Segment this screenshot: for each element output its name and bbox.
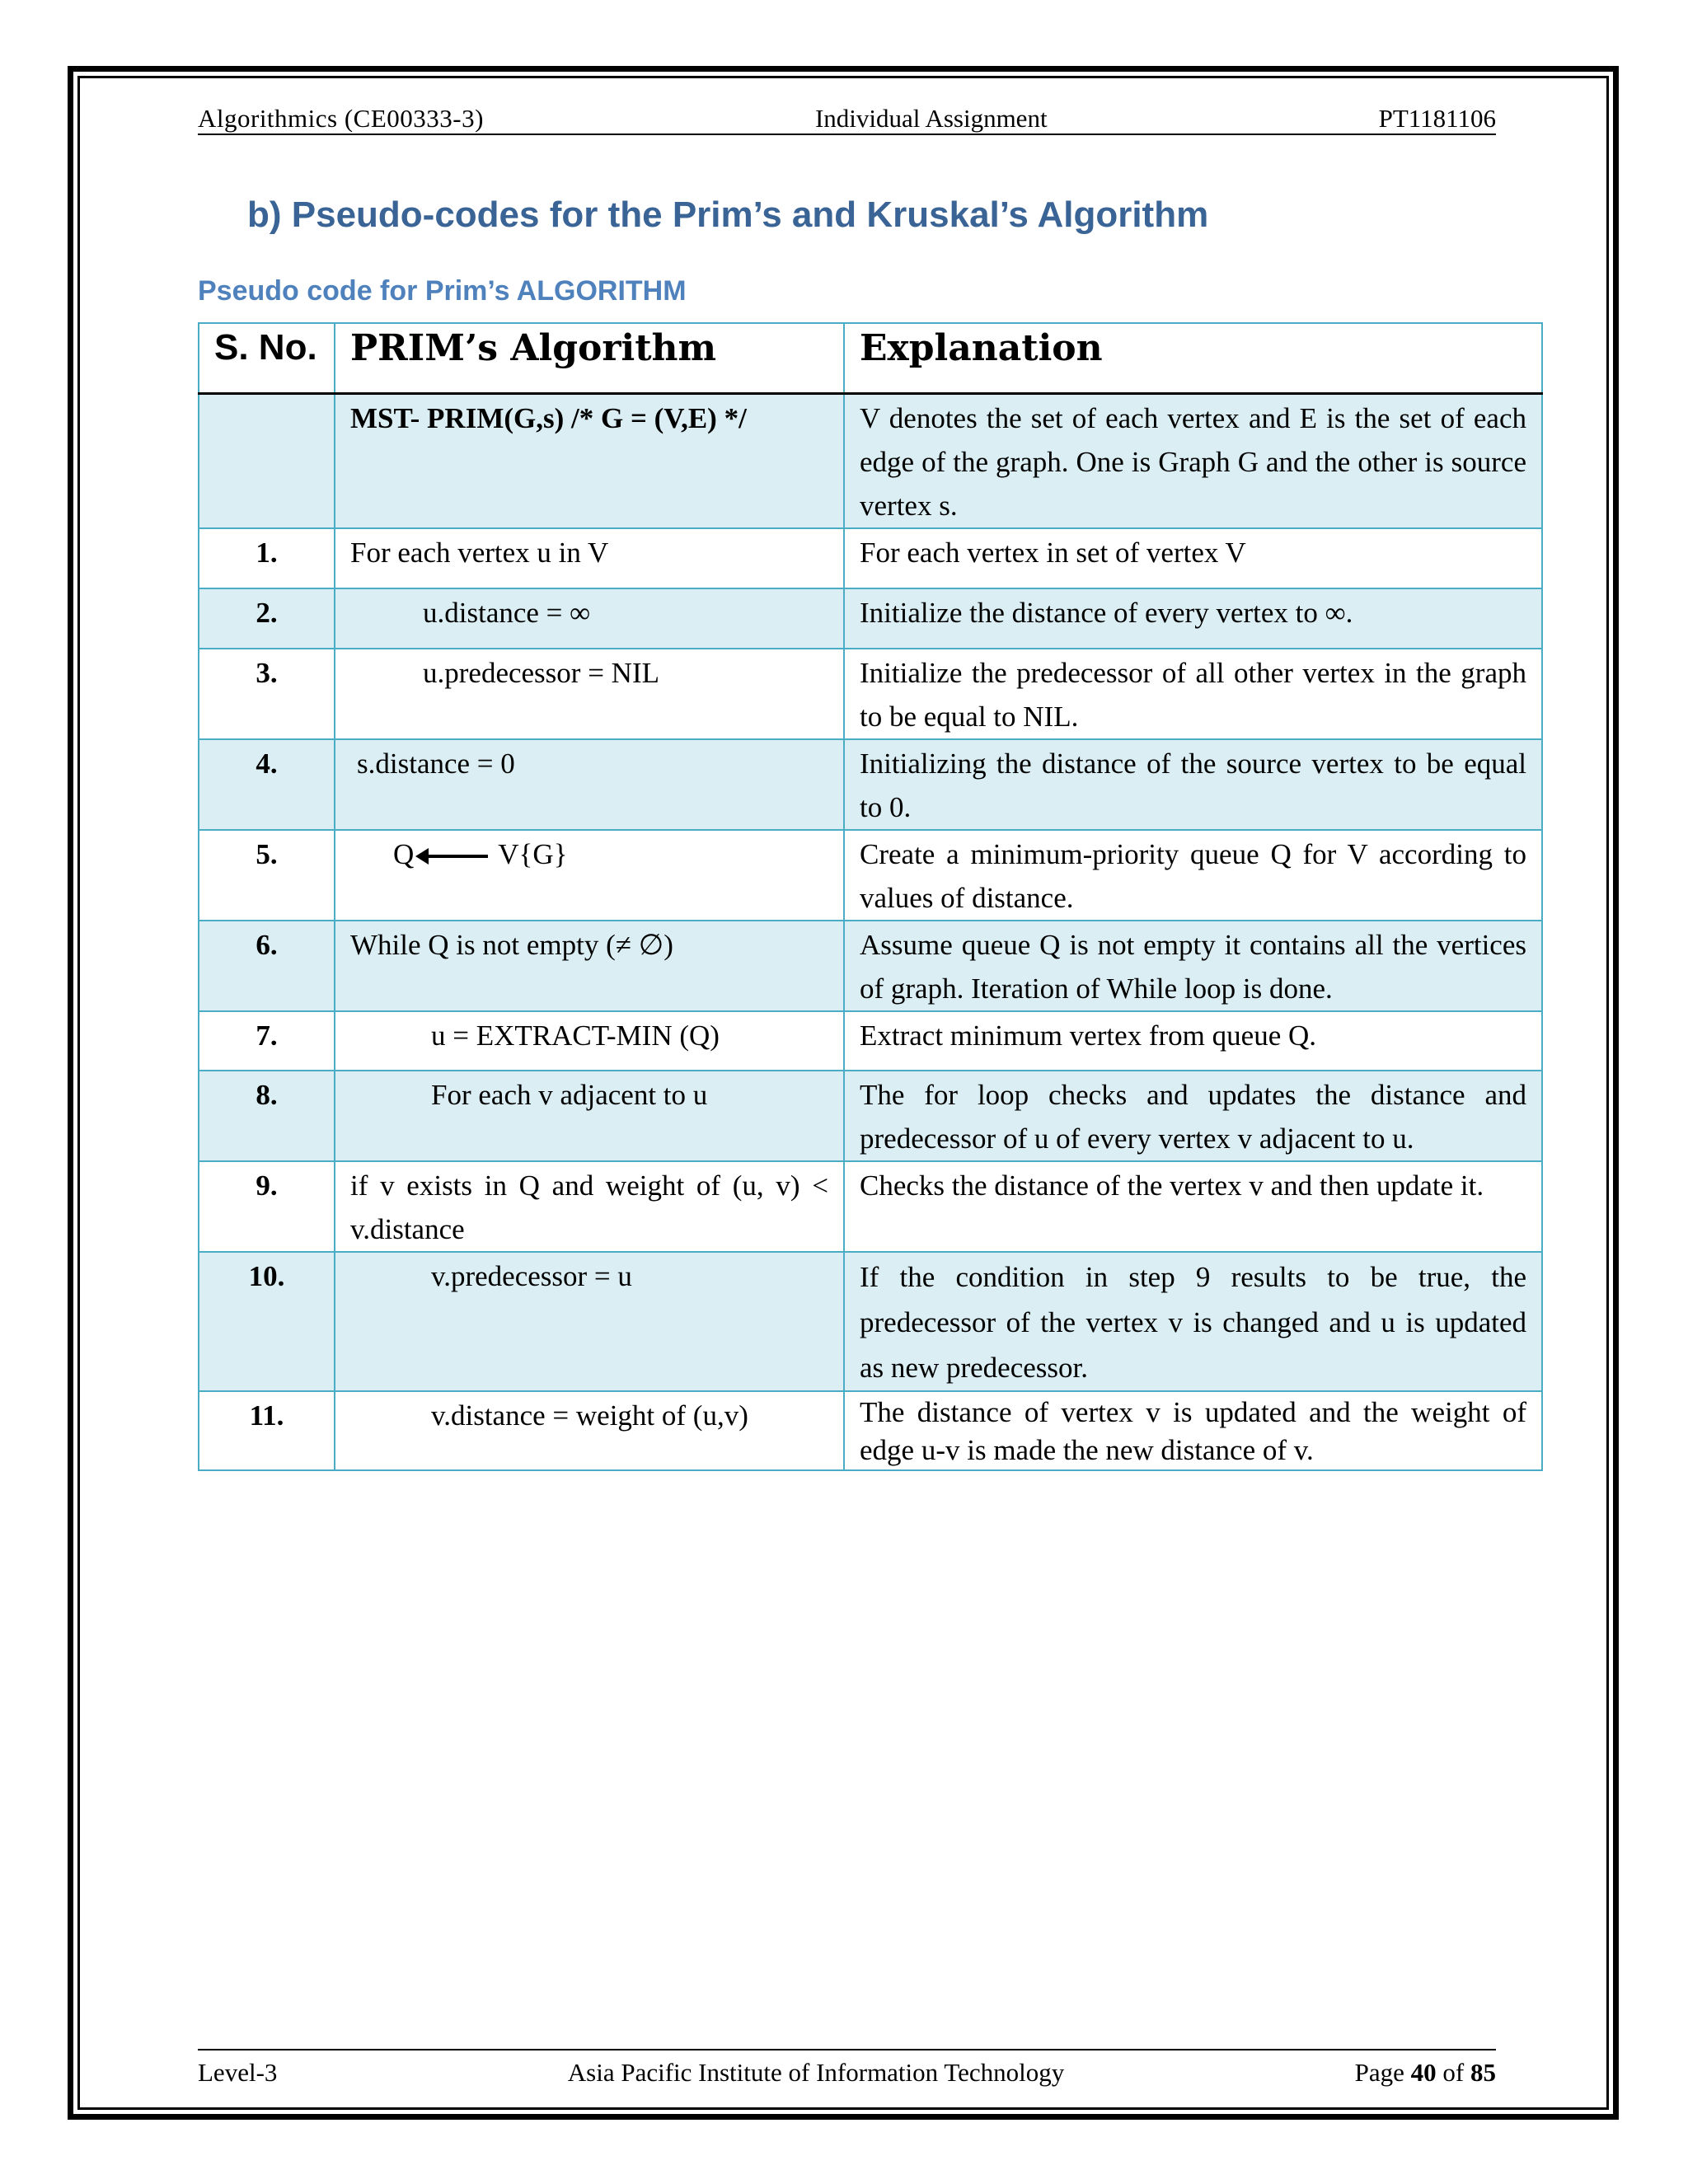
row-code [335,1252,844,1391]
row-explanation: The for loop checks and updates the distance and predecessor of u of every vertex v adjacent to u. [844,1071,1542,1161]
row-number: 1. [199,528,335,588]
row-code: MST- PRIM(G,s) /* G = (V,E) */ [335,393,844,528]
page-of: of [1436,2058,1470,2087]
table-row [199,830,1542,921]
row-code [335,1011,844,1071]
table-row [199,1161,1542,1252]
row-explanation: Assume queue Q is not empty it contains all the vertices of graph. Iteration of While loop is done. [844,921,1542,1011]
row-explanation: For each vertex in set of vertex V [844,528,1542,588]
row-code [335,1071,844,1161]
footer-level: Level-3 [198,2058,278,2087]
row-code-text: u.distance = ∞ [423,596,591,629]
left-arrow-icon [424,855,488,858]
row-explanation: Initialize the predecessor of all other vertex in the graph to be equal to NIL. [844,649,1542,739]
queue-source: V{G} [498,837,568,870]
table-header-row [199,323,1542,393]
page-footer [198,2049,1496,2095]
table-row [199,1391,1542,1470]
header-course: Algorithmics (CE00333-3) [198,104,484,133]
table-row [199,393,1542,528]
row-number: 7. [199,1011,335,1071]
row-code-text: For each v adjacent to u [431,1078,708,1111]
row-code: if v exists in Q and weight of (u, v) < v.distance [335,1161,844,1252]
column-header-sno: S. No. [199,323,335,393]
row-number: 4. [199,739,335,830]
row-code-text: v.predecessor = u [431,1259,632,1292]
row-explanation: If the condition in step 9 results to be true, the predecessor of the vertex v is changed and u is updated as new predecessor. [844,1252,1542,1391]
header-title: Individual Assignment [814,104,1048,133]
page-total: 85 [1470,2058,1496,2087]
row-code [335,739,844,830]
row-number: 10. [199,1252,335,1391]
page-header [198,97,1496,135]
row-explanation: The distance of vertex v is updated and the weight of edge u-v is made the new distance of v. [844,1391,1542,1470]
row-number: 11. [199,1391,335,1470]
row-explanation: Create a minimum-priority queue Q for V according to values of distance. [844,830,1542,921]
row-number: 8. [199,1071,335,1161]
row-number: 9. [199,1161,335,1252]
table-row [199,1011,1542,1071]
row-explanation: Extract minimum vertex from queue Q. [844,1011,1542,1071]
table-row [199,1252,1542,1391]
column-header-explanation: Explanation [844,323,1542,393]
footer-institution: Asia Pacific Institute of Information Technology [567,2058,1065,2087]
row-explanation: Initializing the distance of the source vertex to be equal to 0. [844,739,1542,830]
queue-name: Q [393,837,415,870]
row-number: 2. [199,588,335,649]
row-number: 6. [199,921,335,1011]
table-row [199,1071,1542,1161]
row-explanation: Initialize the distance of every vertex to ∞. [844,588,1542,649]
table-row [199,739,1542,830]
row-explanation: Checks the distance of the vertex v and then update it. [844,1161,1542,1252]
table-row [199,649,1542,739]
row-explanation: V denotes the set of each vertex and E is the set of each edge of the graph. One is Graph G and the other is source vertex s. [844,393,1542,528]
row-code [335,830,844,921]
table-row [199,588,1542,649]
page-label: Page [1354,2058,1411,2087]
prims-pseudocode-table [198,322,1543,1471]
row-code [335,1391,844,1470]
header-student-id: PT1181106 [1378,104,1496,133]
row-number [199,393,335,528]
page-current: 40 [1410,2058,1437,2087]
row-code-text: v.distance = weight of (u,v) [431,1399,748,1432]
section-heading: b) Pseudo-codes for the Prim’s and Kruskal’s Algorithm [247,194,1209,235]
row-code-text: u.predecessor = NIL [423,656,659,689]
row-code: For each vertex u in V [335,528,844,588]
row-number: 3. [199,649,335,739]
column-header-algorithm: PRIM’s Algorithm [335,323,844,393]
row-code [335,588,844,649]
row-number: 5. [199,830,335,921]
row-code-text: u = EXTRACT-MIN (Q) [431,1019,720,1052]
row-code [335,649,844,739]
row-code-text: s.distance = 0 [357,747,515,780]
table-row [199,921,1542,1011]
footer-page-number [1355,2058,1496,2088]
table-row [199,528,1542,588]
subsection-heading: Pseudo code for Prim’s ALGORITHM [198,275,687,307]
queue-assignment [350,832,828,876]
row-code: While Q is not empty (≠ ∅) [335,921,844,1011]
